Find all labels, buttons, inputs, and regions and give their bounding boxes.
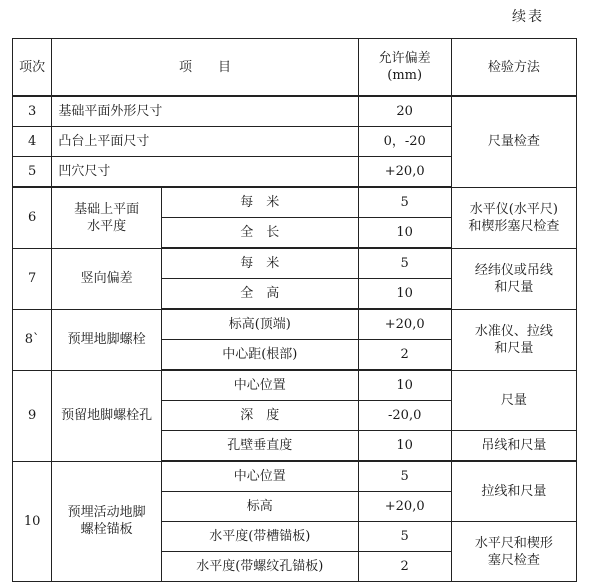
tolerance-value: 5 <box>358 461 451 492</box>
method-line1: 经纬仪或吊线 <box>474 262 553 278</box>
item-no: 4 <box>13 127 52 157</box>
method-cell: 尺量检查 <box>451 96 576 187</box>
item-name: 竖向偏差 <box>52 248 162 309</box>
table-row <box>13 370 577 401</box>
item-no: 6 <box>13 187 52 248</box>
sub-item: 全 长 <box>162 218 359 249</box>
item-no: 9 <box>13 370 52 461</box>
method-cell <box>451 522 576 582</box>
sub-item: 每 米 <box>162 187 359 218</box>
header-tolerance-label: 允许偏差 <box>378 51 431 66</box>
method-line1: 水平尺和楔形 <box>474 535 553 551</box>
table-row <box>13 461 577 492</box>
item-name: 预留地脚螺栓孔 <box>52 370 162 461</box>
tolerance-value: 10 <box>358 279 451 310</box>
method-cell: 尺量 <box>451 370 576 431</box>
item-name <box>52 187 162 248</box>
tolerance-value: 10 <box>358 218 451 249</box>
tolerance-value: 20 <box>358 96 451 127</box>
item-name-line1: 基础上平面 <box>74 201 140 217</box>
tolerance-value: 0，-20 <box>358 127 451 157</box>
sub-item: 水平度(带槽锚板) <box>162 522 359 552</box>
sub-item: 中心位置 <box>162 461 359 492</box>
continuation-label: 续表 <box>512 9 544 25</box>
item-name: 凹穴尺寸 <box>52 157 358 188</box>
item-no: 8` <box>13 309 52 370</box>
tolerance-value: 2 <box>358 340 451 371</box>
method-line2: 和楔形塞尺检查 <box>468 218 560 234</box>
item-name-line2: 螺栓锚板 <box>80 522 133 538</box>
method-line2: 和尺量 <box>494 340 534 356</box>
tolerance-value: 10 <box>358 370 451 401</box>
method-line1: 水准仪、拉线 <box>474 323 553 339</box>
table-row <box>13 96 577 127</box>
method-cell: 拉线和尺量 <box>451 461 576 522</box>
header-tolerance-unit: (mm) <box>387 68 423 83</box>
method-cell <box>451 309 576 370</box>
method-line1: 水平仪(水平尺) <box>469 201 558 217</box>
tolerance-value: 5 <box>358 522 451 552</box>
sub-item: 深 度 <box>162 401 359 431</box>
item-name <box>52 461 162 582</box>
sub-item: 每 米 <box>162 248 359 279</box>
item-no: 7 <box>13 248 52 309</box>
method-cell: 吊线和尺量 <box>451 431 576 462</box>
sub-item: 标高 <box>162 492 359 522</box>
item-no: 10 <box>13 461 52 582</box>
tolerance-value: 5 <box>358 248 451 279</box>
table-header-row <box>13 39 577 97</box>
sub-item: 全 高 <box>162 279 359 310</box>
method-line2: 塞尺检查 <box>487 552 540 568</box>
tolerance-table <box>12 38 577 582</box>
tolerance-value: 10 <box>358 431 451 462</box>
item-name: 预埋地脚螺栓 <box>52 309 162 370</box>
table-row <box>13 248 577 279</box>
sub-item: 孔壁垂直度 <box>162 431 359 462</box>
tolerance-value: -20,0 <box>358 401 451 431</box>
item-no: 3 <box>13 96 52 127</box>
item-name-line2: 水平度 <box>87 218 127 234</box>
method-cell <box>451 248 576 309</box>
item-no: 5 <box>13 157 52 188</box>
sub-item: 水平度(带螺纹孔锚板) <box>162 552 359 582</box>
table-row <box>13 309 577 340</box>
method-cell <box>451 187 576 248</box>
header-tolerance <box>358 39 451 97</box>
header-item-no: 项次 <box>13 39 52 97</box>
tolerance-value: 2 <box>358 552 451 582</box>
sub-item: 标高(顶端) <box>162 309 359 340</box>
header-item: 项 目 <box>52 39 358 97</box>
tolerance-value: 5 <box>358 187 451 218</box>
item-name-line1: 预埋活动地脚 <box>67 505 146 521</box>
header-method: 检验方法 <box>451 39 576 97</box>
table-row <box>13 187 577 218</box>
sub-item: 中心距(根部) <box>162 340 359 371</box>
item-name: 凸台上平面尺寸 <box>52 127 358 157</box>
tolerance-value: +20,0 <box>358 492 451 522</box>
tolerance-value: +20,0 <box>358 157 451 188</box>
tolerance-value: +20,0 <box>358 309 451 340</box>
sub-item: 中心位置 <box>162 370 359 401</box>
item-name: 基础平面外形尺寸 <box>52 96 358 127</box>
method-line2: 和尺量 <box>494 279 534 295</box>
